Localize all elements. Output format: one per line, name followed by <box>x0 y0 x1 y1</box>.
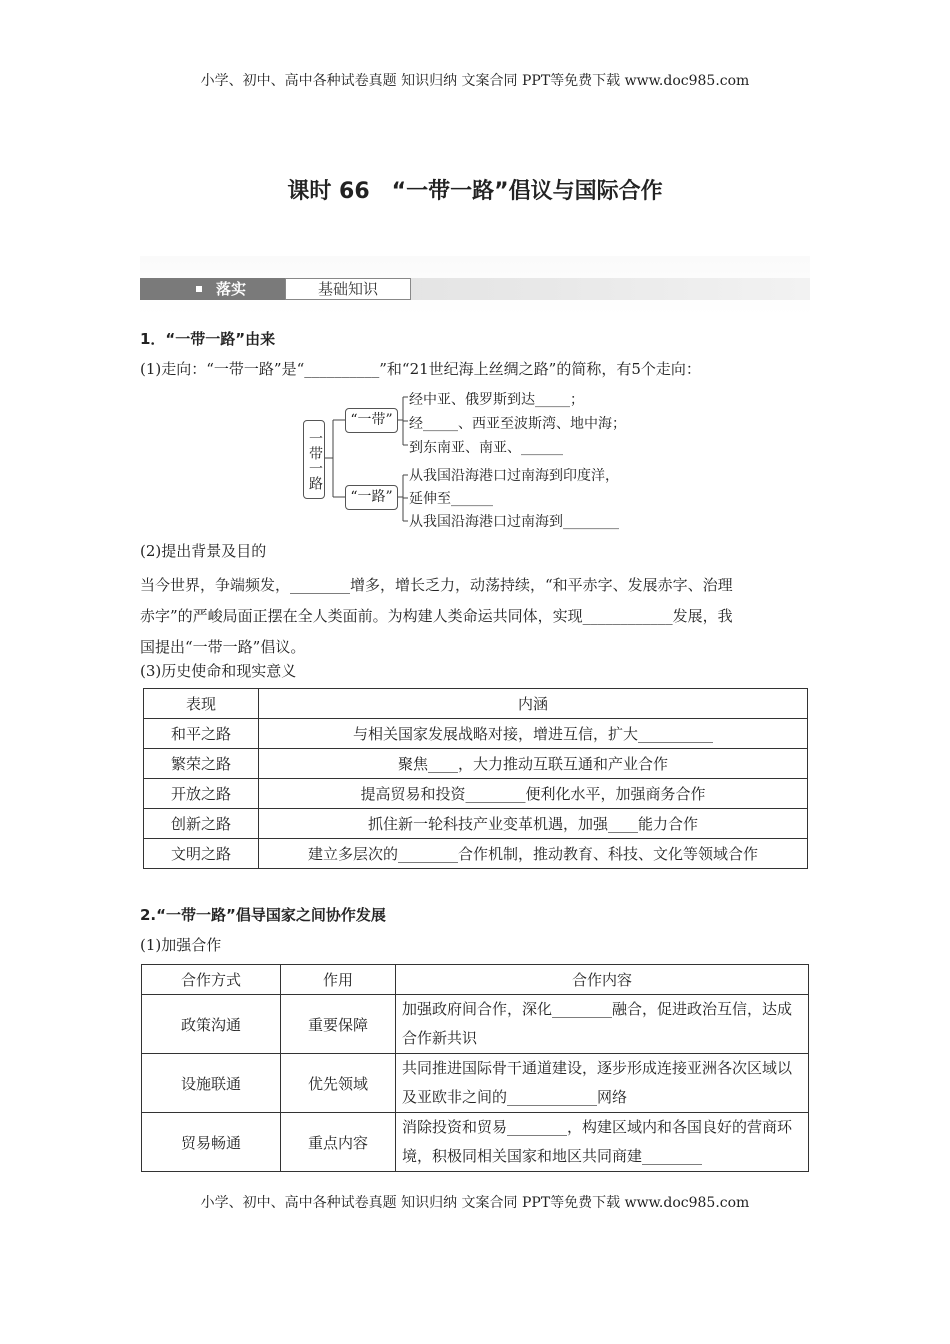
table-cell: 开放之路 <box>144 779 259 809</box>
column-header: 内涵 <box>259 689 808 719</box>
cooperation-table <box>141 964 809 1172</box>
belt-item: 经中亚、俄罗斯到达_____； <box>409 392 584 408</box>
section-tag-light: 基础知识 <box>285 278 411 300</box>
table-header-row <box>142 965 809 995</box>
column-header: 表现 <box>144 689 259 719</box>
column-header: 合作内容 <box>396 965 809 995</box>
table-row <box>142 1113 809 1172</box>
belt-item: 经_____、西亚至波斯湾、地中海； <box>409 416 626 432</box>
cooperation-title: (1)加强合作 <box>140 936 222 954</box>
table-cell: 和平之路 <box>144 719 259 749</box>
road-item: 从我国沿海港口过南海到印度洋， <box>409 468 619 484</box>
section-tag-dark-label: 落实 <box>216 280 247 298</box>
tree-root-box: 一带一路 <box>303 420 325 499</box>
belt-item: 到东南亚、南亚、______ <box>409 440 563 456</box>
tree-road-box: “一路” <box>345 485 398 510</box>
road-items <box>409 465 619 534</box>
table-cell: 贸易畅通 <box>142 1113 281 1172</box>
table-row <box>142 1054 809 1113</box>
background-paragraph <box>140 570 733 663</box>
section-1-heading: 1．“一带一路”由来 <box>140 330 276 348</box>
column-header: 合作方式 <box>142 965 281 995</box>
table-row <box>144 749 808 779</box>
table-cell: 政策沟通 <box>142 995 281 1054</box>
road-item: 从我国沿海港口过南海到________ <box>409 514 619 530</box>
tree-belt-box: “一带” <box>345 408 398 433</box>
table-header-row <box>144 689 808 719</box>
table-cell: 重要保障 <box>281 995 396 1054</box>
table-cell: 繁荣之路 <box>144 749 259 779</box>
table-cell: 加强政府间合作，深化________融合，促进政治互信，达成合作新共识 <box>396 995 809 1054</box>
table-row <box>144 809 808 839</box>
section-2-heading: 2.“一带一路”倡导国家之间协作发展 <box>140 906 386 924</box>
paragraph-line: 国提出“一带一路”倡议。 <box>140 638 306 656</box>
table-row <box>144 839 808 869</box>
table-cell: 抓住新一轮科技产业变革机遇，加强____能力合作 <box>259 809 808 839</box>
table-cell: 提高贸易和投资________便利化水平，加强商务合作 <box>259 779 808 809</box>
background-title: (2)提出背景及目的 <box>140 542 267 560</box>
table-cell: 消除投资和贸易________，构建区域内和各国良好的营商环境，积极同相关国家和地区共同商建________ <box>396 1113 809 1172</box>
table-row <box>144 779 808 809</box>
table-cell: 创新之路 <box>144 809 259 839</box>
table-cell: 聚焦____，大力推动互联互通和产业合作 <box>259 749 808 779</box>
table-cell: 重点内容 <box>281 1113 396 1172</box>
paragraph-line: 当今世界，争端频发，________增多，增长乏力，动荡持续，“和平赤字、发展赤字、治理 <box>140 576 733 594</box>
column-header: 作用 <box>281 965 396 995</box>
table-cell: 与相关国家发展战略对接，增进互信，扩大__________ <box>259 719 808 749</box>
table-row <box>142 995 809 1054</box>
belt-items <box>409 388 626 460</box>
mission-table <box>143 688 808 869</box>
table-cell: 优先领域 <box>281 1054 396 1113</box>
table-row <box>144 719 808 749</box>
table-cell: 文明之路 <box>144 839 259 869</box>
page-header: 小学、初中、高中各种试卷真题 知识归纳 文案合同 PPT等免费下载 www.doc985.com <box>200 73 750 89</box>
table-cell: 共同推进国际骨干通道建设，逐步形成连接亚洲各次区域以及亚欧非之间的____________网络 <box>396 1054 809 1113</box>
page-footer: 小学、初中、高中各种试卷真题 知识归纳 文案合同 PPT等免费下载 www.doc985.com <box>200 1195 750 1211</box>
road-item: 延伸至______ <box>409 491 493 507</box>
paragraph-line: 赤字”的严峻局面正摆在全人类面前。为构建人类命运共同体，实现____________发展，我 <box>140 607 733 625</box>
mission-title: (3)历史使命和现实意义 <box>140 662 297 680</box>
table-cell: 建立多层次的________合作机制，推动教育、科技、文化等领域合作 <box>259 839 808 869</box>
direction-paragraph: (1)走向：“一带一路”是“__________”和“21世纪海上丝绸之路”的简称，有5个走向： <box>140 360 701 378</box>
page-title: 课时 66 “一带一路”倡议与国际合作 <box>287 179 663 204</box>
table-cell: 设施联通 <box>142 1054 281 1113</box>
